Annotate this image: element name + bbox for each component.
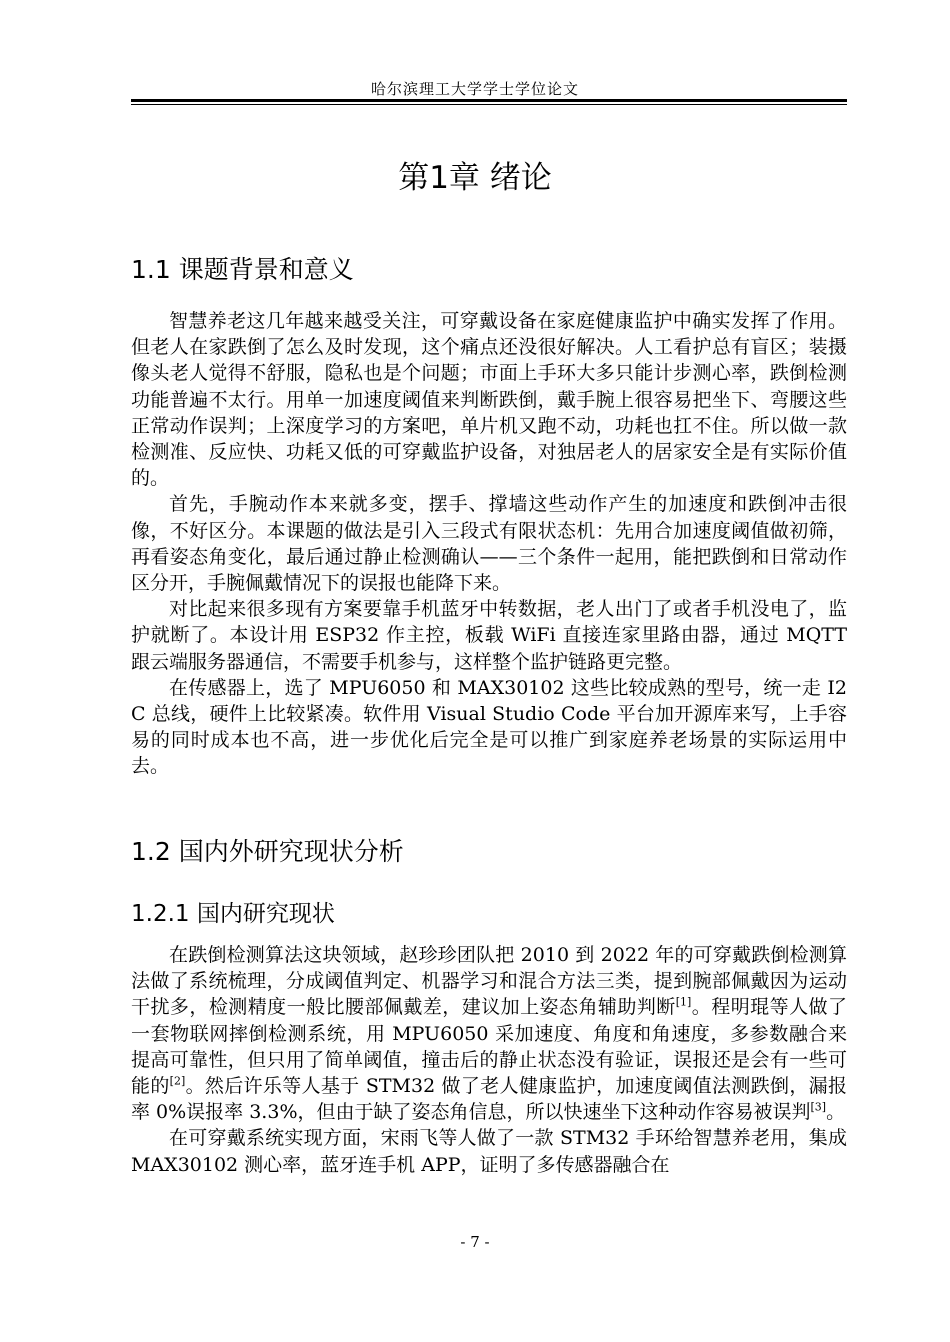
- paragraph: 首先，手腕动作本来就多变，摆手、撑墙这些动作产生的加速度和跌倒冲击很像，不好区分。本课题的做法是引入三段式有限状态机：先用合加速度阈值做初筛，再看姿态角变化，最后通过静止检测确认——三个条件一起用，能把跌倒和日常动作区分开，手腕佩戴情况下的误报也能降下来。: [131, 493, 847, 595]
- chapter-title: 第1章 绪论: [398, 160, 552, 196]
- section-heading-1-2: 1.2 国内外研究现状分析: [131, 837, 404, 866]
- citation: [3]: [810, 1100, 827, 1114]
- text-run: 在跌倒检测算法这块领域，赵珍珍团队把 2010 到 2022 年的可穿戴跌倒检测算法做了系统梳理，分成阈值判定、机器学习和混合方法三类，提到腕部佩戴因为运动干扰多，检测精度一般比腰部佩戴差，建议加上姿态角辅助判断: [131, 944, 847, 1019]
- running-header: 哈尔滨理工大学学士学位论文: [370, 80, 579, 98]
- header-rule-thick: [131, 99, 847, 102]
- paragraph: 在传感器上，选了 MPU6050 和 MAX30102 这些比较成熟的型号，统一走 I2C 总线，硬件上比较紧凑。软件用 Visual Studio Code 平台加开源库来写，上手容易的同时成本也不高，进一步优化后完全是可以推广到家庭养老场景的实际运用中去。: [131, 676, 847, 778]
- page-number: - 7 -: [460, 1233, 490, 1251]
- section-1-2-1-body: [131, 942, 847, 1178]
- paragraph: 在可穿戴系统实现方面，宋雨飞等人做了一款 STM32 手环给智慧养老用，集成 MAX30102 测心率，蓝牙连手机 APP，证明了多传感器融合在: [131, 1127, 847, 1176]
- text-run: 。然后许乐等人基于 STM32 做了老人健康监护，加速度阈值法测跌倒，漏报率 0%误报率 3.3%，但由于缺了姿态角信息，所以快速坐下这种动作容易被误判: [131, 1075, 847, 1124]
- section-heading-1-1: 1.1 课题背景和意义: [131, 255, 354, 284]
- citation: [2]: [169, 1074, 186, 1088]
- text-run: 。程明琨等人做了一套物联网摔倒检测系统，用 MPU6050 采加速度、角度和角速度，多参数融合来提高可靠性，但只用了简单阈值，撞击后的静止状态没有验证，误报还是会有一些可能的: [131, 996, 847, 1098]
- paragraph: [131, 942, 847, 1125]
- header-rule-thin: [131, 104, 847, 105]
- citation: [1]: [675, 996, 692, 1010]
- section-heading-1-2-1: 1.2.1 国内研究现状: [131, 901, 335, 927]
- text-run: 。: [826, 1101, 846, 1124]
- paragraph: 智慧养老这几年越来越受关注，可穿戴设备在家庭健康监护中确实发挥了作用。但老人在家跌倒了怎么及时发现，这个痛点还没很好解决。人工看护总有盲区；装摄像头老人觉得不舒服，隐私也是个问题；市面上手环大多只能计步测心率，跌倒检测功能普遍不太行。用单一加速度阈值来判断跌倒，戴手腕上很容易把坐下、弯腰这些正常动作误判；上深度学习的方案吧，单片机又跑不动，功耗也扛不住。所以做一款检测准、反应快、功耗又低的可穿戴监护设备，对独居老人的居家安全是有实际价值的。: [131, 310, 847, 490]
- paragraph: 对比起来很多现有方案要靠手机蓝牙中转数据，老人出门了或者手机没电了，监护就断了。本设计用 ESP32 作主控，板载 WiFi 直接连家里路由器，通过 MQTT 跟云端服务器通信，不需要手机参与，这样整个监护链路更完整。: [131, 598, 847, 673]
- section-1-1-body: [131, 308, 847, 780]
